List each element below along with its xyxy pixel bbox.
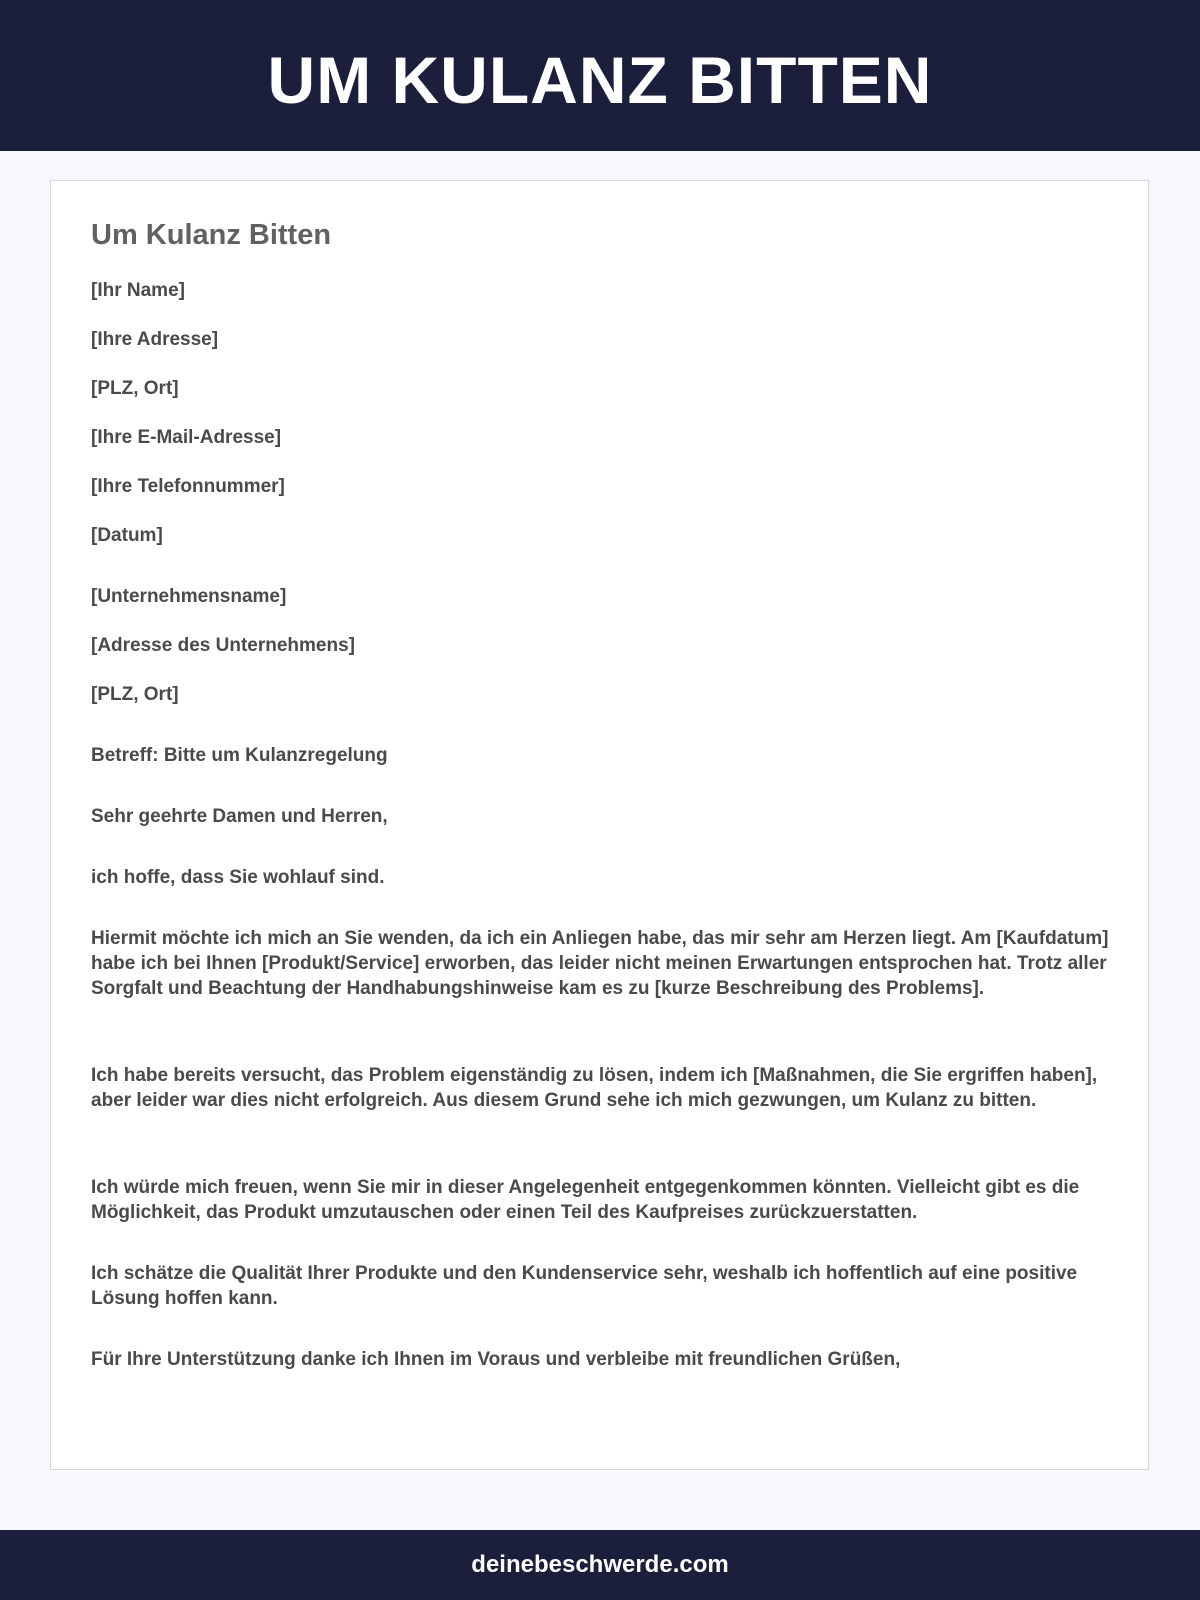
sender-phone: [Ihre Telefonnummer] (91, 476, 285, 497)
closing-paragraph: Für Ihre Unterstützung danke ich Ihnen im Voraus und verbleibe mit freundlichen Grüßen, (91, 1349, 901, 1370)
sender-name: [Ihr Name] (91, 280, 185, 301)
subject-line: Betreff: Bitte um Kulanzregelung (91, 745, 388, 766)
recipient-company: [Unternehmensname] (91, 586, 287, 607)
header-banner (0, 0, 1200, 151)
body-paragraph: Ich würde mich freuen, wenn Sie mir in dieser Angelegenheit entgegenkommen könnten. Vielleicht gibt es die Möglichkeit, das Produkt umzutauschen oder einen Teil des Kaufpreises zurückzuerstatten. (91, 1177, 1080, 1223)
body-paragraph: Ich schätze die Qualität Ihrer Produkte und den Kundenservice sehr, weshalb ich hoffentlich auf eine positive Lösung hoffen kann. (91, 1263, 1078, 1309)
sender-email: [Ihre E-Mail-Adresse] (91, 427, 282, 448)
body-paragraph: Ich habe bereits versucht, das Problem eigenständig zu lösen, indem ich [Maßnahmen, die Sie ergriffen haben], aber leider war dies nicht erfolgreich. Aus diesem Grund sehe ich mich gezwungen, um Kulanz zu bitten. (91, 1065, 1098, 1111)
recipient-address: [Adresse des Unternehmens] (91, 635, 355, 656)
recipient-zip-city: [PLZ, Ort] (91, 684, 179, 705)
footer-site-link[interactable]: deinebeschwerde.com (471, 1551, 729, 1578)
footer-bar (0, 1530, 1200, 1600)
letter-date: [Datum] (91, 525, 163, 546)
salutation: Sehr geehrte Damen und Herren, (91, 806, 388, 827)
body-paragraph: ich hoffe, dass Sie wohlauf sind. (91, 867, 385, 888)
sender-zip-city: [PLZ, Ort] (91, 378, 179, 399)
banner-title: UM KULANZ BITTEN (267, 42, 933, 117)
letter-title: Um Kulanz Bitten (91, 219, 332, 251)
body-paragraph: Hiermit möchte ich mich an Sie wenden, da ich ein Anliegen habe, das mir sehr am Herzen liegt. Am [Kaufdatum] habe ich bei Ihnen [Produkt/Service] erworben, das leider nicht meinen Erwartungen entsprochen hat. Trotz aller Sorgfalt und Beachtung der Handhabungshinweise kam es zu [kurze Beschreibung des Problems]. (91, 928, 1109, 999)
sender-address: [Ihre Adresse] (91, 329, 219, 350)
letter-card (50, 180, 1149, 1470)
